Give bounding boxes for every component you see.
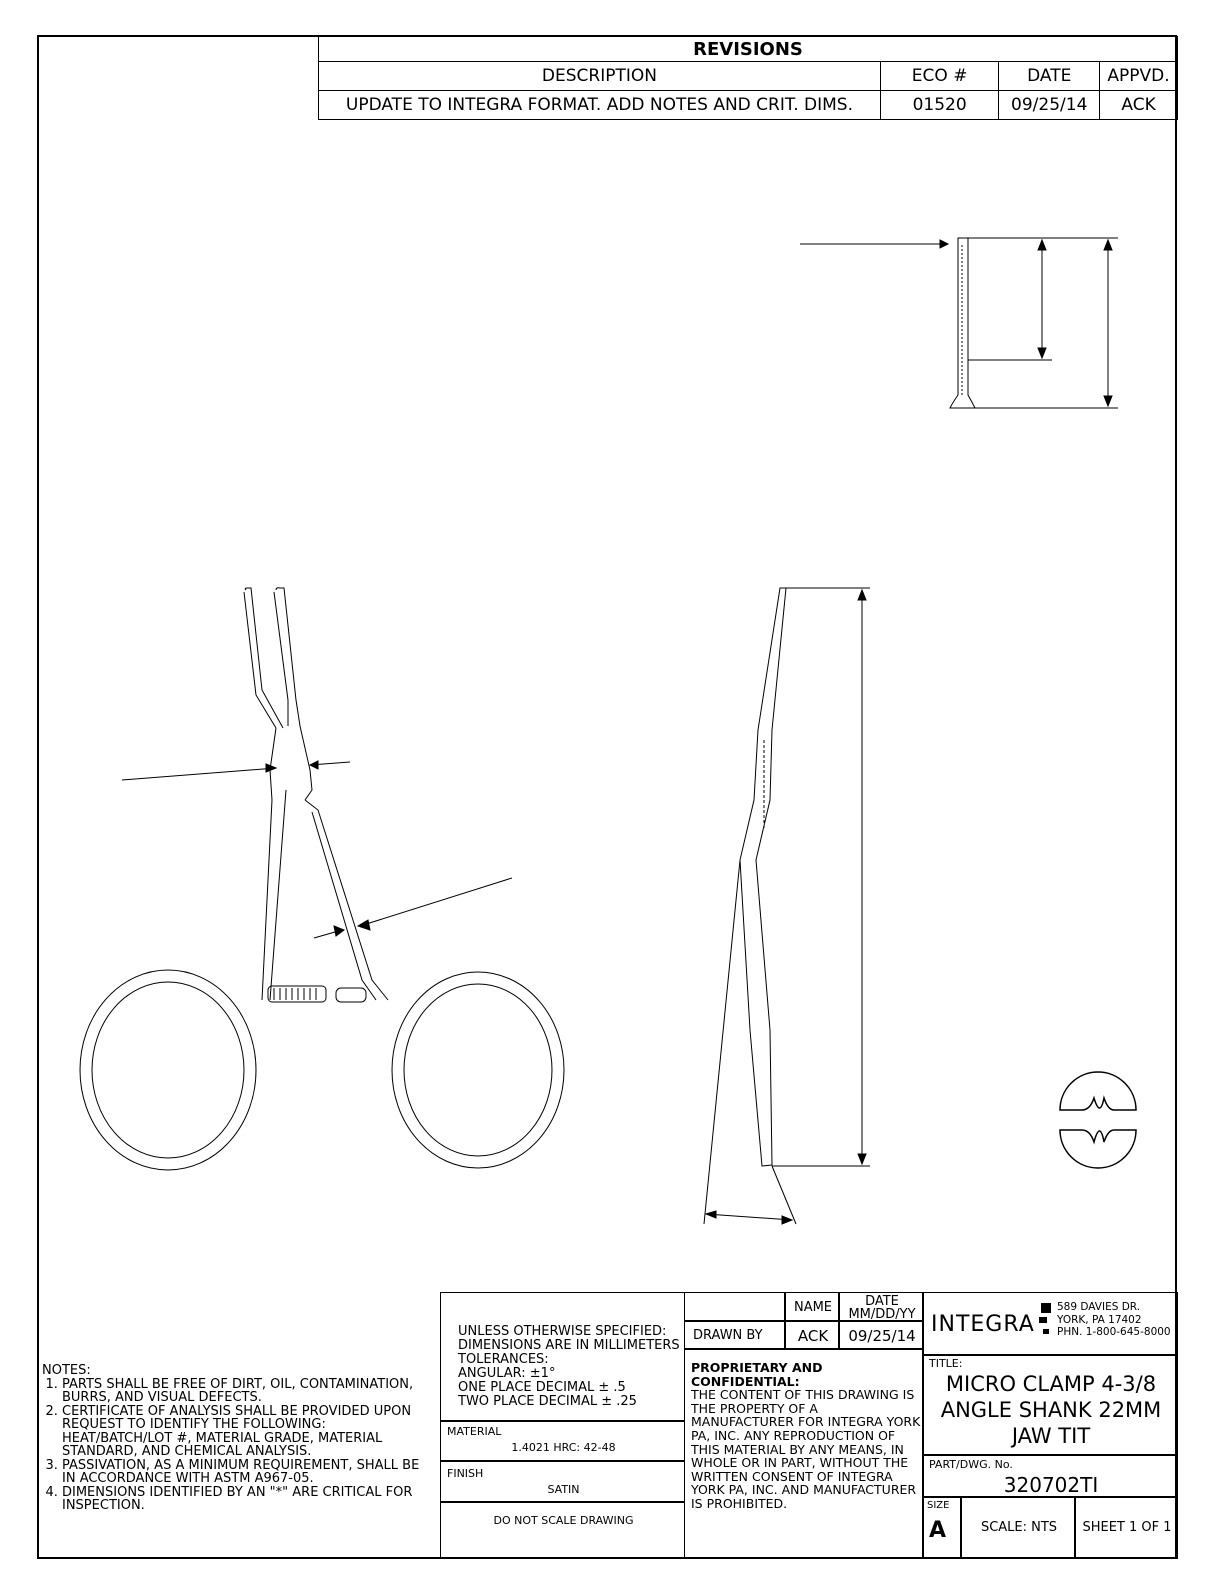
proprietary-box [684, 1348, 924, 1559]
finish-value: SATIN [547, 1483, 580, 1496]
company-phone: PHN. 1-800-645-8000 [1057, 1326, 1171, 1338]
company-city: YORK, PA 17402 [1057, 1313, 1142, 1326]
date-header: DATE [865, 1294, 899, 1309]
finish-label: FINISH [447, 1467, 484, 1480]
integra-logo: INTEGRA [931, 1312, 1035, 1337]
revision-appvd: ACK [1100, 91, 1178, 120]
logo-mark-icon [1043, 1329, 1049, 1334]
material-box [440, 1420, 685, 1462]
notes-heading: NOTES: [42, 1363, 91, 1378]
sheet-text: SHEET 1 OF 1 [1082, 1520, 1172, 1535]
material-value: 1.4021 HRC: 42-48 [511, 1441, 616, 1454]
tolerances-box [440, 1292, 685, 1422]
name-header: NAME [793, 1300, 833, 1315]
drawn-by-label: DRAWN BY [693, 1328, 763, 1343]
revision-eco: 01520 [880, 91, 998, 120]
col-eco: ECO # [880, 62, 998, 91]
title-line: JAW TIT [1011, 1424, 1091, 1448]
sheet-box [1074, 1496, 1178, 1559]
part-number: 320702TI [1003, 1473, 1099, 1497]
do-not-scale-box [440, 1501, 685, 1559]
revision-date: 09/25/14 [999, 91, 1100, 120]
tolerances-text [458, 1325, 680, 1409]
col-appvd: APPVD. [1100, 62, 1178, 91]
name-header-cell [784, 1292, 840, 1322]
date-format: MM/DD/YY [848, 1307, 916, 1322]
note-item: 3. PASSIVATION, AS A MINIMUM REQUIREMENT, SHALL BE IN ACCORDANCE WITH ASTM A967-05. [62, 1459, 432, 1486]
tol-line: UNLESS OTHERWISE SPECIFIED: [458, 1324, 667, 1339]
scale-box [960, 1496, 1076, 1559]
part-number-box [922, 1454, 1178, 1498]
drawn-name: ACK [797, 1327, 829, 1345]
company-box [922, 1292, 1178, 1356]
tol-line: ANGULAR: ±1° [458, 1366, 556, 1381]
logo-mark-icon [1041, 1303, 1051, 1313]
size-value: A [929, 1518, 947, 1543]
tol-line: TOLERANCES: [458, 1352, 549, 1367]
revision-description: UPDATE TO INTEGRA FORMAT. ADD NOTES AND CRIT. DIMS. [319, 91, 881, 120]
do-not-scale-text: DO NOT SCALE DRAWING [493, 1514, 634, 1527]
tip-detail-view [800, 238, 1118, 408]
revisions-header: REVISIONS [319, 37, 1178, 62]
material-label: MATERIAL [447, 1425, 502, 1438]
proprietary-body: THE CONTENT OF THIS DRAWING IS THE PROPERTY OF A MANUFACTURER FOR INTEGRA YORK PA, INC. ANY REPRODUCTION OF THIS MATERIAL BY ANY MEANS, IN WHOLE OR IN PART, WITHOUT THE WRITTEN CONSENT OF INTEGRA YORK PA, INC. AND MANUFACTURER IS PROHIBITED. [691, 1387, 921, 1511]
drawn-date: 09/25/14 [848, 1327, 916, 1345]
drawn-name-cell [784, 1320, 840, 1350]
jaw-pattern-symbol [1060, 1072, 1136, 1168]
scale-text: SCALE: NTS [980, 1520, 1058, 1535]
clamp-side-view [704, 588, 870, 1224]
tol-line: ONE PLACE DECIMAL ± .5 [458, 1380, 626, 1395]
note-item: 4. DIMENSIONS IDENTIFIED BY AN "*" ARE CRITICAL FOR INSPECTION. [62, 1486, 432, 1513]
tol-line: DIMENSIONS ARE IN MILLIMETERS [458, 1338, 680, 1353]
col-date: DATE [999, 62, 1100, 91]
logo-mark-icon [1039, 1317, 1047, 1323]
col-description: DESCRIPTION [319, 62, 881, 91]
company-address: 589 DAVIES DR. [1057, 1301, 1141, 1313]
clamp-front-view [80, 588, 564, 1170]
title-line: MICRO CLAMP 4-3/8 [945, 1372, 1157, 1396]
title-label: TITLE: [929, 1357, 963, 1370]
finish-box [440, 1460, 685, 1503]
note-item: 1. PARTS SHALL BE FREE OF DIRT, OIL, CONTAMINATION, BURRS, AND VISUAL DEFECTS. [62, 1378, 432, 1405]
drawn-by-label-cell [684, 1320, 786, 1350]
notes-block [42, 1364, 432, 1513]
drawn-date-cell [838, 1320, 924, 1350]
title-box [922, 1354, 1178, 1456]
proprietary-heading: PROPRIETARY AND CONFIDENTIAL: [691, 1360, 823, 1389]
title-line: ANGLE SHANK 22MM [940, 1398, 1162, 1422]
tol-line: TWO PLACE DECIMAL ± .25 [458, 1394, 637, 1409]
size-box [922, 1496, 962, 1559]
drawn-blank-cell [684, 1292, 786, 1322]
size-label: SIZE [927, 1500, 950, 1511]
part-label: PART/DWG. No. [929, 1458, 1013, 1471]
date-header-cell [838, 1292, 924, 1322]
note-item: 2. CERTIFICATE OF ANALYSIS SHALL BE PROVIDED UPON REQUEST TO IDENTIFY THE FOLLOWING: HEAT/BATCH/LOT #, MATERIAL GRADE, MATERIAL STANDARD, AND CHEMICAL ANALYSIS. [62, 1405, 432, 1459]
